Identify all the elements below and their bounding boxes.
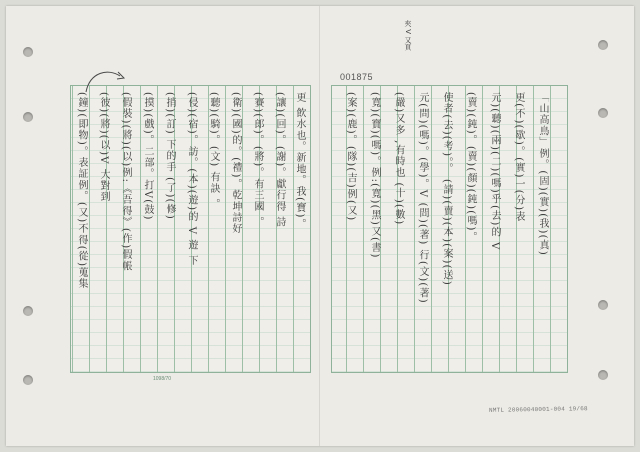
left-form-code: 1098/70 [153, 376, 172, 382]
manuscript-column: (讓)(回)。(謝)。獻行得 詩 [274, 92, 285, 228]
manuscript-column: (假裝)(將)(以)例:《吾得》(作)假帳 [120, 92, 131, 272]
manuscript-column: 使者(去)(考)。。 (請)(賣)(本)(案)(送) [441, 92, 452, 286]
manuscript-column: 更(不)(歇)。(實)一(分)表 [513, 92, 524, 223]
punch-hole [598, 40, 608, 50]
manuscript-column: (衛)(國)的。(禮)。乾坤詩好 [230, 92, 241, 235]
manuscript-column: 更 飲水也。新地。我(寶)。 [294, 92, 305, 230]
manuscript-column: 「山高鳥」例。(固)(實)(我)(真) [537, 92, 548, 257]
archive-label: NMTL 20060040001-004 19/68 [488, 405, 588, 414]
punch-hole [23, 47, 33, 57]
manuscript-column: (侵)(宿)。訪。(本)(遊)的 V 遊 下 [186, 92, 197, 267]
punch-hole [598, 300, 608, 310]
punch-hole [598, 108, 608, 118]
manuscript-column: (彼)(將)(以)V 大對到 [98, 92, 109, 203]
manuscript-column: 元)(聽)(兩)(二)(嗎)乎(去)的 V [489, 92, 500, 251]
punch-hole [23, 112, 33, 122]
manuscript-column: (聽)(騎)。(文) 有訣 。 [208, 92, 219, 210]
page-fold [319, 6, 320, 446]
top-note: 夾 V 又頁 [404, 20, 412, 51]
stamp-number: 001875 [340, 72, 374, 82]
manuscript-column: (案)(鹿)。(隊)(吉)例(又) [345, 92, 356, 222]
punch-hole [598, 370, 608, 380]
manuscript-column: 元(問)(嗎)。(學)。V (問)(著) 行(文)(著) [417, 92, 428, 304]
manuscript-column: (摸)(戲)。二部。打V(鼓) [142, 92, 153, 221]
punch-hole [23, 306, 33, 316]
manuscript-column: (鐘)(即物)。表証例。(又)不得(從)蒐集 [76, 92, 87, 290]
manuscript-column: (賽)(郎)。(將)。有三國 。 [252, 92, 263, 228]
manuscript-column: (捎)(訂) 下的手 (了)(修) [164, 92, 175, 220]
manuscript-column: (嚴)又多 ,有時也 (十)(數) [393, 92, 404, 226]
manuscript-column: (賣)(鈍)。(賣)(顏)(鈍)(嗎)。 [465, 92, 476, 243]
punch-hole [23, 375, 33, 385]
manuscript-column: (寬)(寶)(嗎)。例:(寬)(黑)又(書) [369, 92, 380, 259]
